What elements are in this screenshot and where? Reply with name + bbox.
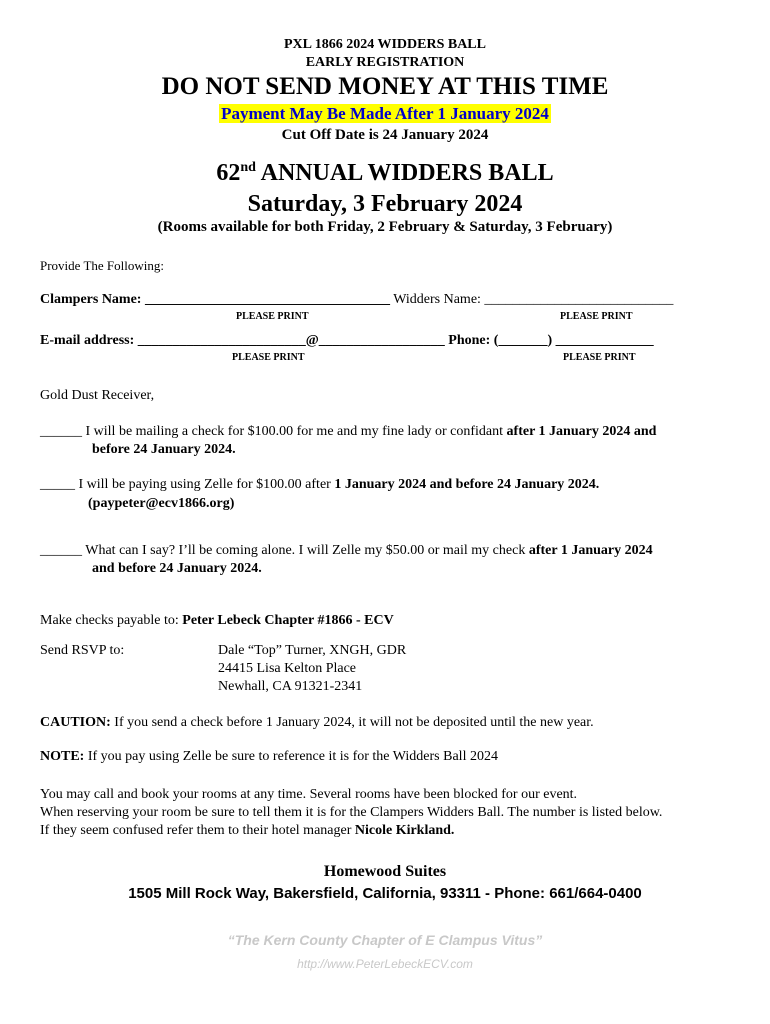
rooms-info-line3 xyxy=(40,823,454,839)
email-domain-field[interactable]: __________________ xyxy=(318,333,445,348)
greeting: Gold Dust Receiver, xyxy=(40,388,155,403)
caution-row xyxy=(40,715,594,731)
option3-checkbox-blank[interactable]: ______ xyxy=(40,543,82,558)
provide-label: Provide The Following: xyxy=(40,258,164,273)
contact-row xyxy=(40,333,654,349)
caution-label: CAUTION: xyxy=(40,715,111,730)
rooms-info-line3-text: If they seem confused refer them to their hotel manager xyxy=(40,823,355,838)
payment-note: Payment May Be Made After 1 January 2024 xyxy=(221,104,549,123)
rooms-info-line1: You may call and book your rooms at any time. Several rooms have been blocked for our event. xyxy=(40,787,578,802)
widders-name-field[interactable]: ___________________________ xyxy=(484,292,674,307)
option2-line2: (paypeter@ecv1866.org) xyxy=(88,496,235,511)
option2-line1 xyxy=(40,477,599,493)
rooms-info-line2: When reserving your room be sure to tell them it is for the Clampers Widders Ball. The number is listed below. xyxy=(40,805,663,820)
event-date: Saturday, 3 February 2024 xyxy=(247,191,523,217)
option2-bold: 1 January 2024 and before 24 January 2024. xyxy=(334,477,600,492)
event-title-rest: ANNUAL WIDDERS BALL xyxy=(255,160,554,186)
rsvp-city: Newhall, CA 91321-2341 xyxy=(218,679,363,694)
rsvp-label: Send RSVP to: xyxy=(40,643,125,658)
please-print-phone: PLEASE PRINT xyxy=(563,352,636,363)
payment-note-row xyxy=(0,104,770,124)
option2-text: I will be paying using Zelle for $100.00 after xyxy=(75,477,335,492)
note-label: NOTE: xyxy=(40,749,85,764)
option3-line2: and before 24 January 2024. xyxy=(92,561,262,576)
phone-number-field[interactable]: ______________ xyxy=(552,333,654,348)
footer-quote: “The Kern County Chapter of E Clampus Vitus” xyxy=(227,932,543,948)
option3-bold: after 1 January 2024 xyxy=(528,543,653,558)
option1-line2: before 24 January 2024. xyxy=(92,442,236,457)
email-at-sign: @ xyxy=(305,333,319,348)
phone-label: Phone: ( xyxy=(444,333,499,348)
event-ordinal-number: 62 xyxy=(216,160,241,186)
hotel-address: 1505 Mill Rock Way, Bakersfield, California, 93311 - Phone: 661/664-0400 xyxy=(128,885,642,902)
email-label: E-mail address: xyxy=(40,333,135,348)
option3-text: What can I say? I’ll be coming alone. I will Zelle my $50.00 or mail my check xyxy=(82,543,529,558)
option2-checkbox-blank[interactable]: _____ xyxy=(40,477,75,492)
option1-bold: after 1 January 2024 and xyxy=(506,424,657,439)
option1-text: I will be mailing a check for $100.00 for me and my fine lady or confidant xyxy=(82,424,507,439)
warning-heading: DO NOT SEND MONEY AT THIS TIME xyxy=(161,73,609,100)
note-text: If you pay using Zelle be sure to reference it is for the Widders Ball 2024 xyxy=(84,749,498,764)
please-print-clampers: PLEASE PRINT xyxy=(236,311,309,322)
footer-url[interactable]: http://www.PeterLebeckECV.com xyxy=(297,957,473,971)
name-row xyxy=(40,292,673,308)
option1-checkbox-blank[interactable]: ______ xyxy=(40,424,82,439)
hotel-manager-name: Nicole Kirkland. xyxy=(354,823,455,838)
hotel-name: Homewood Suites xyxy=(323,863,447,880)
payable-row xyxy=(40,613,394,629)
email-user-field[interactable]: ________________________ xyxy=(137,333,306,348)
phone-area-field[interactable]: _______ xyxy=(498,333,548,348)
please-print-widders: PLEASE PRINT xyxy=(560,311,633,322)
option1-line1 xyxy=(40,424,656,440)
rooms-availability: (Rooms available for both Friday, 2 February & Saturday, 3 February) xyxy=(157,219,613,235)
rsvp-name: Dale “Top” Turner, XNGH, GDR xyxy=(218,643,407,658)
payable-value: Peter Lebeck Chapter #1866 - ECV xyxy=(182,613,394,628)
note-row xyxy=(40,749,498,765)
header-line2: EARLY REGISTRATION xyxy=(305,55,465,70)
event-ordinal-suffix: nd xyxy=(240,160,256,175)
clampers-name-field[interactable]: ___________________________________ xyxy=(144,292,390,307)
payable-label: Make checks payable to: xyxy=(40,613,183,628)
header-line1: PXL 1866 2024 WIDDERS BALL xyxy=(283,37,486,52)
option3-line1 xyxy=(40,543,653,559)
widders-name-label: Widders Name: xyxy=(389,292,485,307)
rsvp-street: 24415 Lisa Kelton Place xyxy=(218,661,357,676)
cutoff-date: Cut Off Date is 24 January 2024 xyxy=(281,127,489,143)
clampers-name-label: Clampers Name: xyxy=(40,292,142,307)
phone-paren-close: ) xyxy=(547,333,553,348)
please-print-email: PLEASE PRINT xyxy=(232,352,305,363)
event-title xyxy=(0,160,770,187)
caution-text: If you send a check before 1 January 2024, it will not be deposited until the new year. xyxy=(110,715,594,730)
